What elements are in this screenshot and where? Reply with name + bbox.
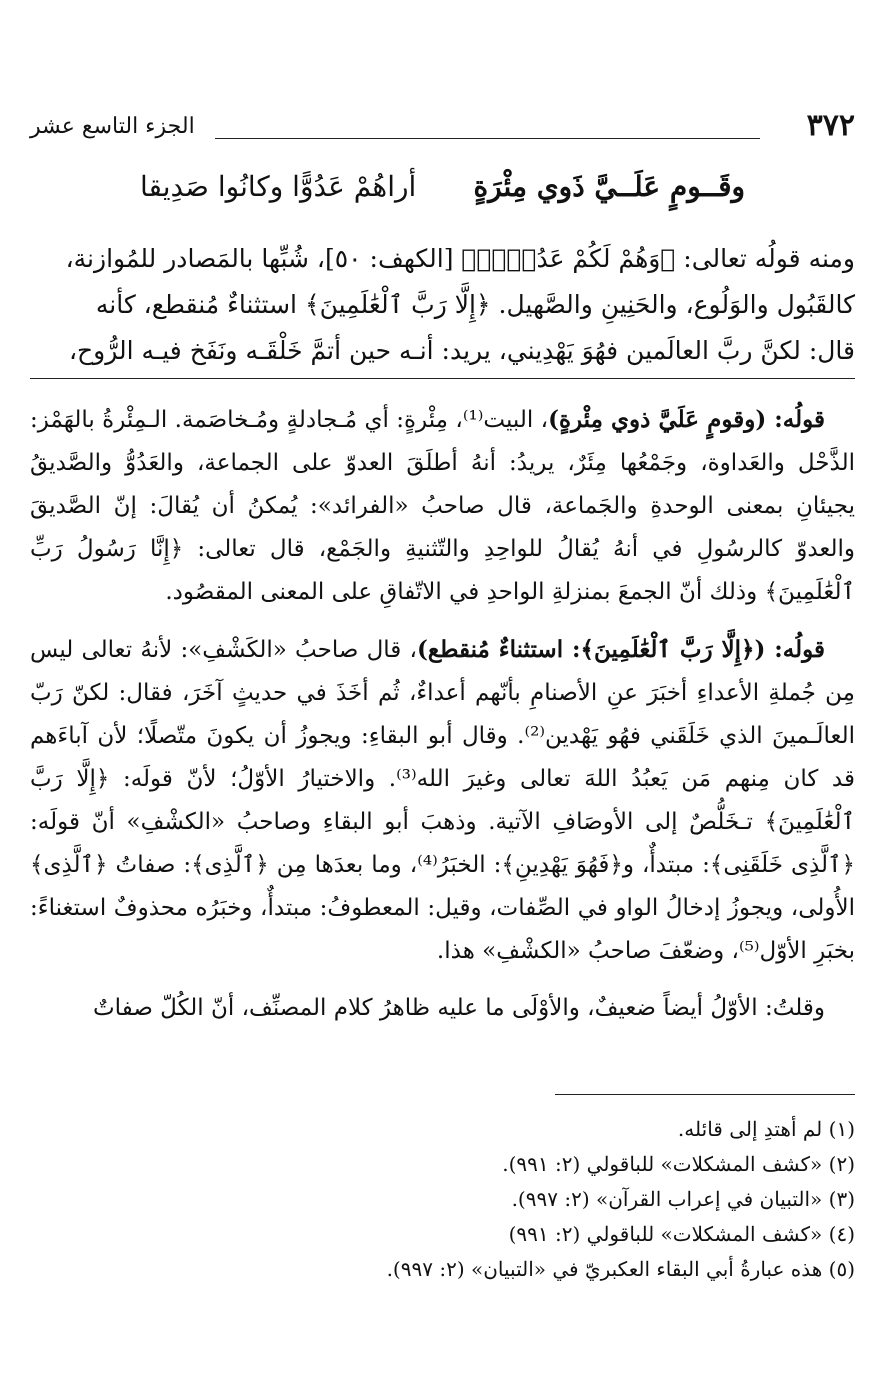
footnote: (٤) «كشف المشكلات» للباقولي (٢: ٩٩١) bbox=[508, 1222, 855, 1246]
commentary-paragraph bbox=[30, 398, 855, 614]
document-page bbox=[30, 0, 855, 1397]
footnote: (١) لم أهتدِ إلى قائله. bbox=[677, 1117, 855, 1141]
commentary-text: ، قال صاحبُ «الكَشْفِ»: لأنهُ تعالى ليس مِن جُملةِ الأعداءِ أخبَرَ عنِ الأصنامِ بأنّهم أعداءٌ، ثُم أخَذَ في حديثٍ آخَرَ، فقال: لكنّ رَبّ العالَـمينَ الذي خَلَقَني فهُو يَهْدين⁽²⁾. وقال أبو البقاءِ: ويجوزُ أن يكونَ متّصلًا؛ لأن آباءَهم قد كان مِنهم مَن يَعبُدُ اللهَ تعالى وغيرَ الله⁽³⁾. والاختيارُ الأوّلُ؛ لأنّ قولَه: ﴿إِلَّا رَبَّ ٱلْعَٰلَمِينَ﴾ تـخَلُّصٌ إلى الأوصَافِ الآتية. وذهبَ أبو البقاءِ وصاحبُ «الكشْفِ» أنّ قولَه: ﴿ٱلَّذِى خَلَقَنِى﴾: مبتدأٌ، و﴿فَهُوَ يَهْدِينِ﴾: الخبَرُ⁽⁴⁾، وما بعدَها مِن ﴿ٱلَّذِى﴾: صفاتُ ﴿ٱلَّذِى﴾ الأُولى، ويجوزُ إدخالُ الواو في الصِّفات، وقيل: المعطوفُ: مبتدأٌ، وخبَرُه محذوفٌ استغناءً: بخبَرِ الأوّل⁽⁵⁾، وضعّفَ صاحبُ «الكشْفِ» هذا. bbox=[30, 637, 855, 964]
running-title: الجزء التاسع عشر bbox=[30, 114, 195, 139]
main-commentary-divider bbox=[30, 378, 855, 379]
commentary-paragraph bbox=[30, 628, 855, 973]
main-text bbox=[30, 236, 855, 374]
footnote: (٥) هذه عبارةُ أبي البقاء العكبريّ في «التبيان» (٢: ٩٩٧). bbox=[386, 1257, 855, 1281]
main-text-line: كالقَبُول والوَلُوع، والحَنِينِ والصَّهيل. ﴿إِلَّا رَبَّ ٱلْعَٰلَمِينَ﴾ استثناءٌ مُنقطع، كأنه bbox=[95, 290, 855, 319]
commentary bbox=[30, 398, 855, 1044]
page-number: ٣٧٢ bbox=[806, 108, 855, 143]
verse-hemistich-first: وقَــومٍ عَلَــيَّ ذَوي مِئْرَةٍ bbox=[473, 170, 745, 203]
page-header bbox=[30, 108, 855, 148]
commentary-paragraph bbox=[30, 987, 855, 1030]
commentary-lemma: قولُه: (﴿إِلَّا رَبَّ ٱلْعَٰلَمِينَ﴾: استثناءٌ مُنقطع) bbox=[416, 636, 826, 663]
main-text-line: ومنه قولُه تعالى: ﴿وَهُمْ لَكُمْ عَدُوٌّۢ﴾ [الكهف: ٥٠]، شُبِّها بالمَصادر للمُوازنة، bbox=[65, 244, 855, 273]
footnote: (٢) «كشف المشكلات» للباقولي (٢: ٩٩١). bbox=[502, 1152, 855, 1176]
poetry-verse bbox=[30, 170, 855, 218]
commentary-text: وقلتُ: الأوّلُ أيضاً ضعيفٌ، والأوْلَى ما عليه ظاهرُ كلام المصنِّف، أنّ الكُلّ صفاتٌ bbox=[93, 995, 825, 1021]
header-rule bbox=[215, 138, 760, 139]
footnotes bbox=[30, 1112, 855, 1287]
commentary-text: ، البيت⁽¹⁾، مِئْرةٍ: أي مُـجادلةٍ ومُـخاصَمة. الـمِئْرةُ بالهَمْز: الذَّحْل والعَداوة، وجَمْعُها مِئَرٌ، يريدُ: أنهُ أطلَقَ العدوّ على الجماعة، والعَدُوُّ والصَّديقُ يجيئانِ بمعنى الوحدةِ والجَماعة، قال صاحبُ «الفرائد»: يُمكنُ أن يُقالَ: إنّ الصَّديقَ والعدوّ كالرسُولِ في أنهُ يُقالُ للواحِدِ والتّثنيةِ والجَمْع، قال تعالى: ﴿إِنَّا رَسُولُ رَبِّ ٱلْعَٰلَمِينَ﴾ وذلك أنّ الجمعَ بمنزلةِ الواحدِ في الاتّفاقِ على المعنى المقصُود. bbox=[30, 407, 855, 605]
footnote-rule bbox=[555, 1094, 855, 1095]
commentary-lemma: قولُه: (وقومٍ عَلَيَّ ذوي مِئْرةٍ) bbox=[548, 406, 826, 433]
main-text-line: قال: لكنَّ ربَّ العالَمين فهُوَ يَهْدِيني، يريد: أنـه حين أتمَّ خَلْقَـه ونَفَخ فيـه الرُّوح، bbox=[68, 336, 855, 365]
footnote: (٣) «التبيان في إعراب القرآن» (٢: ٩٩٧). bbox=[511, 1187, 855, 1211]
verse-hemistich-second: أراهُمْ عَدُوًّا وكانُوا صَدِيقا bbox=[140, 170, 417, 203]
